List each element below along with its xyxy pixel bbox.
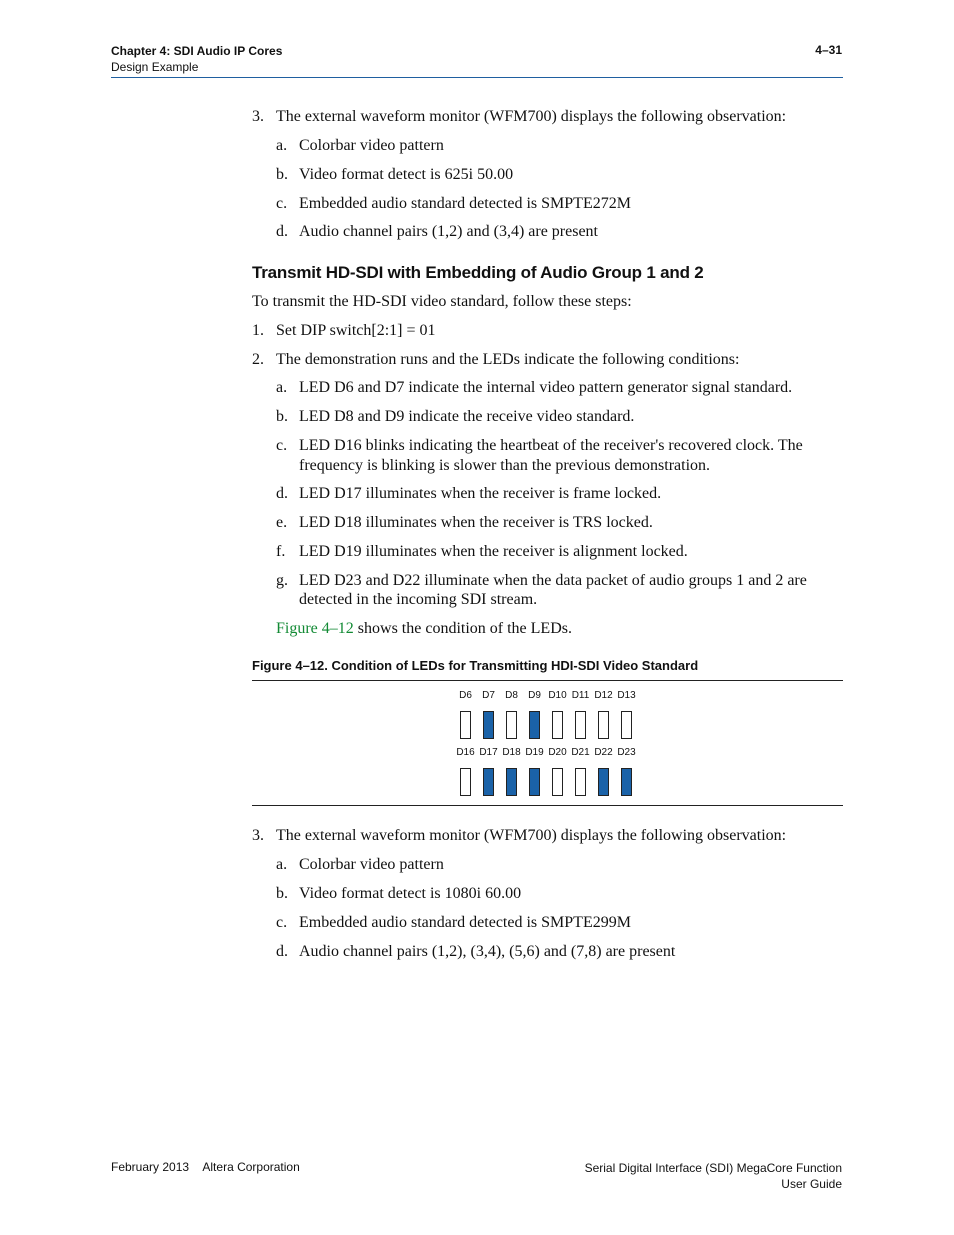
- item-letter: a.: [276, 379, 288, 396]
- chapter-title: Chapter 4: SDI Audio IP Cores: [111, 44, 283, 58]
- running-header: [111, 43, 282, 75]
- led-indicator: [477, 689, 500, 739]
- led-indicator: [592, 689, 615, 739]
- item-letter: c.: [276, 195, 288, 212]
- figure-caption: Figure 4–12. Condition of LEDs for Transmitting HDI-SDI Video Standard: [252, 658, 699, 673]
- item-letter: b.: [276, 885, 288, 902]
- led-indicator: [615, 746, 638, 796]
- item-letter: f.: [276, 543, 286, 560]
- led-unlit-box: [460, 768, 471, 796]
- item-text: Audio channel pairs (1,2) and (3,4) are present: [299, 223, 598, 240]
- led-lit-box: [483, 711, 494, 739]
- led-label: D19: [525, 747, 544, 758]
- item-letter: c.: [276, 914, 288, 931]
- item-text: Embedded audio standard detected is SMPTE299M: [299, 914, 631, 931]
- item-text: Colorbar video pattern: [299, 137, 444, 154]
- item-text: LED D6 and D7 indicate the internal video pattern generator signal standard.: [299, 379, 793, 396]
- led-indicator: [523, 746, 546, 796]
- item-letter: d.: [276, 943, 288, 960]
- step-text: The external waveform monitor (WFM700) displays the following observation:: [276, 108, 787, 125]
- led-unlit-box: [575, 768, 586, 796]
- led-indicator: [546, 689, 569, 739]
- item-letter: g.: [276, 572, 288, 589]
- led-label: D17: [479, 747, 498, 758]
- led-lit-box: [506, 768, 517, 796]
- led-label: D23: [617, 747, 636, 758]
- item-text: LED D18 illuminates when the receiver is TRS locked.: [299, 514, 653, 531]
- step-number: 1.: [252, 322, 264, 339]
- step-text: The external waveform monitor (WFM700) displays the following observation:: [276, 827, 787, 844]
- led-label: D8: [505, 690, 518, 701]
- led-lit-box: [483, 768, 494, 796]
- led-unlit-box: [575, 711, 586, 739]
- item-text: Video format detect is 1080i 60.00: [299, 885, 522, 902]
- footer-left: [111, 1160, 300, 1174]
- led-unlit-box: [598, 711, 609, 739]
- item-letter: a.: [276, 137, 288, 154]
- figure-link[interactable]: Figure 4–12: [276, 620, 354, 637]
- step-number: 3.: [252, 108, 264, 125]
- led-label: D20: [548, 747, 567, 758]
- item-text: LED D17 illuminates when the receiver is frame locked.: [299, 485, 662, 502]
- item-letter: d.: [276, 485, 288, 502]
- led-label: D9: [528, 690, 541, 701]
- footer-date: February 2013: [111, 1160, 190, 1174]
- item-letter: a.: [276, 856, 288, 873]
- led-unlit-box: [506, 711, 517, 739]
- led-lit-box: [529, 768, 540, 796]
- footer-company: Altera Corporation: [202, 1160, 300, 1174]
- led-lit-box: [598, 768, 609, 796]
- item-text: Embedded audio standard detected is SMPTE272M: [299, 195, 631, 212]
- item-text: Video format detect is 625i 50.00: [299, 166, 514, 183]
- item-text: LED D23 and D22 illuminate when the data packet of audio groups 1 and 2 are: [299, 572, 807, 589]
- figure-ref-text: shows the condition of the LEDs.: [353, 620, 572, 637]
- led-indicator: [454, 689, 477, 739]
- led-indicator: [523, 689, 546, 739]
- footer-right: [585, 1160, 842, 1192]
- led-label: D6: [459, 690, 472, 701]
- item-letter: d.: [276, 223, 288, 240]
- item-text: Colorbar video pattern: [299, 856, 444, 873]
- led-indicator: [477, 746, 500, 796]
- led-indicator: [500, 746, 523, 796]
- step-text: Set DIP switch[2:1] = 01: [276, 322, 436, 339]
- figure-top-rule: [252, 680, 843, 681]
- led-label: D7: [482, 690, 495, 701]
- led-label: D22: [594, 747, 613, 758]
- figure-bottom-rule: [252, 805, 843, 806]
- footer-doc-title: Serial Digital Interface (SDI) MegaCore Function: [584, 1161, 842, 1175]
- led-label: D16: [456, 747, 475, 758]
- footer-doc-type: User Guide: [781, 1177, 842, 1191]
- page-number: 4–31: [815, 43, 842, 57]
- led-row-bottom: [454, 746, 638, 796]
- led-unlit-box: [621, 711, 632, 739]
- led-indicator: [592, 746, 615, 796]
- led-label: D11: [571, 690, 590, 701]
- led-indicator: [615, 689, 638, 739]
- led-indicator: [569, 689, 592, 739]
- item-text: Audio channel pairs (1,2), (3,4), (5,6) and (7,8) are present: [299, 943, 676, 960]
- led-indicator: [569, 746, 592, 796]
- figure-reference-paragraph: [276, 619, 572, 639]
- step-text: The demonstration runs and the LEDs indicate the following conditions:: [276, 351, 740, 368]
- led-row-top: [454, 689, 638, 739]
- section-heading: Transmit HD-SDI with Embedding of Audio Group 1 and 2: [252, 263, 704, 282]
- intro-paragraph: To transmit the HD-SDI video standard, follow these steps:: [252, 293, 632, 310]
- led-unlit-box: [552, 711, 563, 739]
- led-label: D13: [617, 690, 636, 701]
- led-label: D12: [594, 690, 613, 701]
- led-label: D21: [571, 747, 590, 758]
- item-text: LED D16 blinks indicating the heartbeat of the receiver's recovered clock. The: [299, 437, 803, 454]
- led-indicator: [454, 746, 477, 796]
- item-letter: b.: [276, 166, 288, 183]
- item-text: LED D8 and D9 indicate the receive video standard.: [299, 408, 635, 425]
- header-divider: [111, 77, 843, 78]
- led-indicator: [500, 689, 523, 739]
- item-letter: b.: [276, 408, 288, 425]
- led-unlit-box: [460, 711, 471, 739]
- item-text: detected in the incoming SDI stream.: [299, 591, 538, 608]
- step-number: 3.: [252, 827, 264, 844]
- item-letter: e.: [276, 514, 288, 531]
- led-label: D18: [502, 747, 521, 758]
- item-text: frequency is blinking is slower than the previous demonstration.: [299, 457, 711, 474]
- item-letter: c.: [276, 437, 288, 454]
- led-unlit-box: [552, 768, 563, 796]
- led-lit-box: [621, 768, 632, 796]
- item-text: LED D19 illuminates when the receiver is alignment locked.: [299, 543, 688, 560]
- led-lit-box: [529, 711, 540, 739]
- led-label: D10: [548, 690, 567, 701]
- led-indicator: [546, 746, 569, 796]
- step-number: 2.: [252, 351, 264, 368]
- section-title: Design Example: [111, 60, 199, 74]
